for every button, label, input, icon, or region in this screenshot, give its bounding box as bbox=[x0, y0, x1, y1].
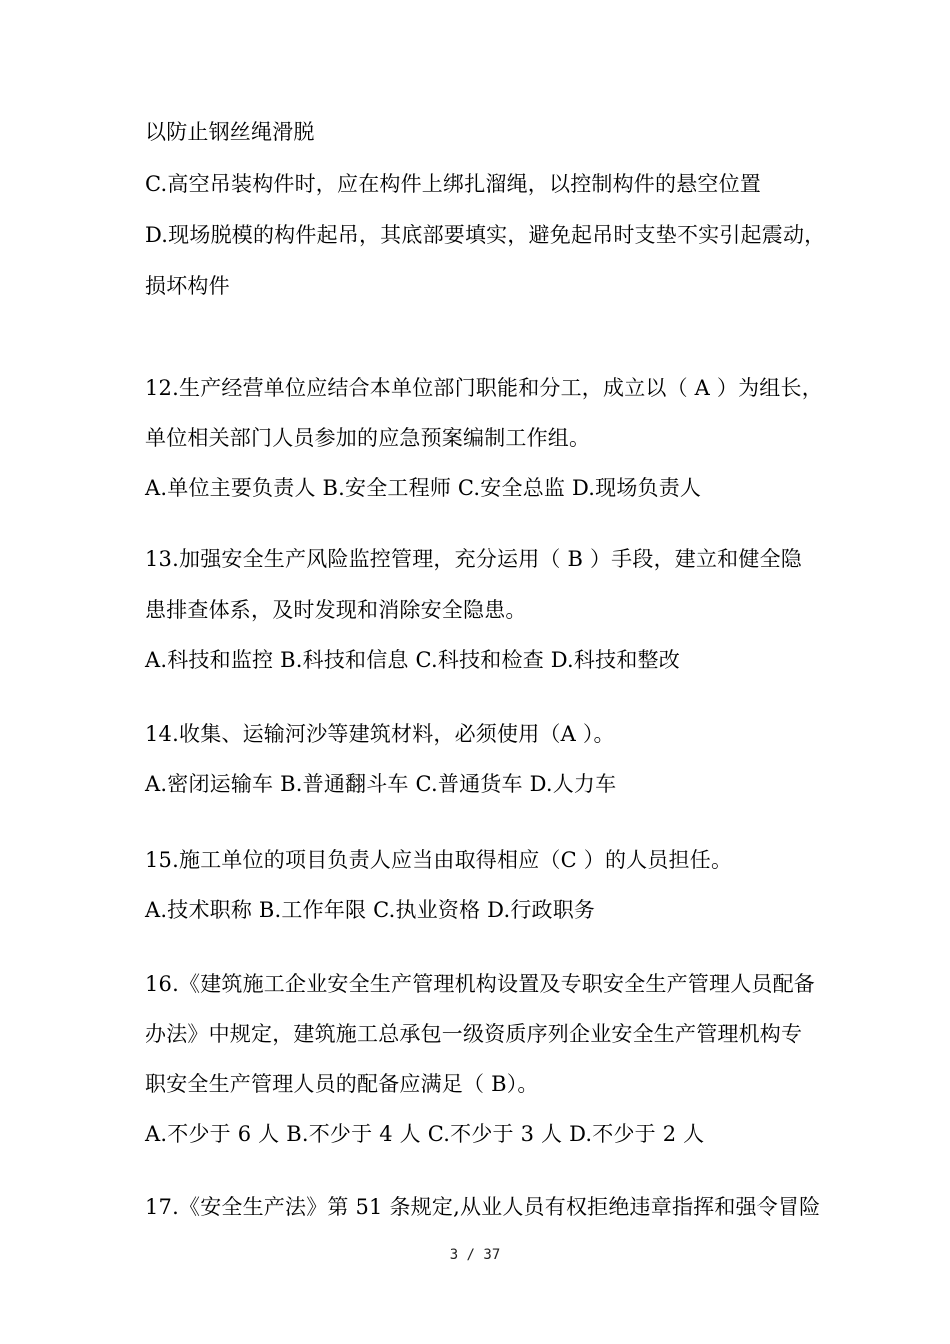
question-17: 17.《安全生产法》第 51 条规定,从业人员有权拒绝违章指挥和强令冒险 bbox=[145, 1195, 821, 1219]
text-line-continuation-11b: 以防止钢丝绳滑脱 bbox=[145, 120, 315, 144]
option-11c: C.高空吊装构件时，应在构件上绑扎溜绳，以控制构件的悬空位置 bbox=[145, 172, 761, 196]
options-14: A.密闭运输车 B.普通翻斗车 C.普通货车 D.人力车 bbox=[145, 772, 617, 796]
question-13-continuation: 患排查体系，及时发现和消除安全隐患。 bbox=[145, 598, 527, 622]
question-16-continuation-1: 办法》中规定，建筑施工总承包一级资质序列企业安全生产管理机构专 bbox=[145, 1022, 803, 1046]
options-16: A.不少于 6 人 B.不少于 4 人 C.不少于 3 人 D.不少于 2 人 bbox=[145, 1122, 705, 1146]
options-12: A.单位主要负责人 B.安全工程师 C.安全总监 D.现场负责人 bbox=[145, 476, 702, 500]
question-16: 16.《建筑施工企业安全生产管理机构设置及专职安全生产管理人员配备 bbox=[145, 972, 815, 996]
option-11d: D.现场脱模的构件起吊，其底部要填实，避免起吊时支垫不实引起震动， bbox=[145, 223, 826, 247]
question-12-continuation: 单位相关部门人员参加的应急预案编制工作组。 bbox=[145, 426, 591, 450]
options-13: A.科技和监控 B.科技和信息 C.科技和检查 D.科技和整改 bbox=[145, 648, 680, 672]
question-16-continuation-2: 职安全生产管理人员的配备应满足（ B）。 bbox=[145, 1072, 539, 1096]
question-14: 14.收集、运输河沙等建筑材料，必须使用（A ）。 bbox=[145, 722, 615, 746]
question-13: 13.加强安全生产风险监控管理，充分运用（ B ）手段，建立和健全隐 bbox=[145, 547, 802, 571]
question-12: 12.生产经营单位应结合本单位部门职能和分工，成立以（ A ）为组长， bbox=[145, 376, 823, 400]
page-number: 3 / 37 bbox=[449, 1247, 501, 1263]
options-15: A.技术职称 B.工作年限 C.执业资格 D.行政职务 bbox=[145, 898, 596, 922]
option-11d-continuation: 损坏构件 bbox=[145, 274, 230, 298]
question-15: 15.施工单位的项目负责人应当由取得相应（C ）的人员担任。 bbox=[145, 848, 733, 872]
